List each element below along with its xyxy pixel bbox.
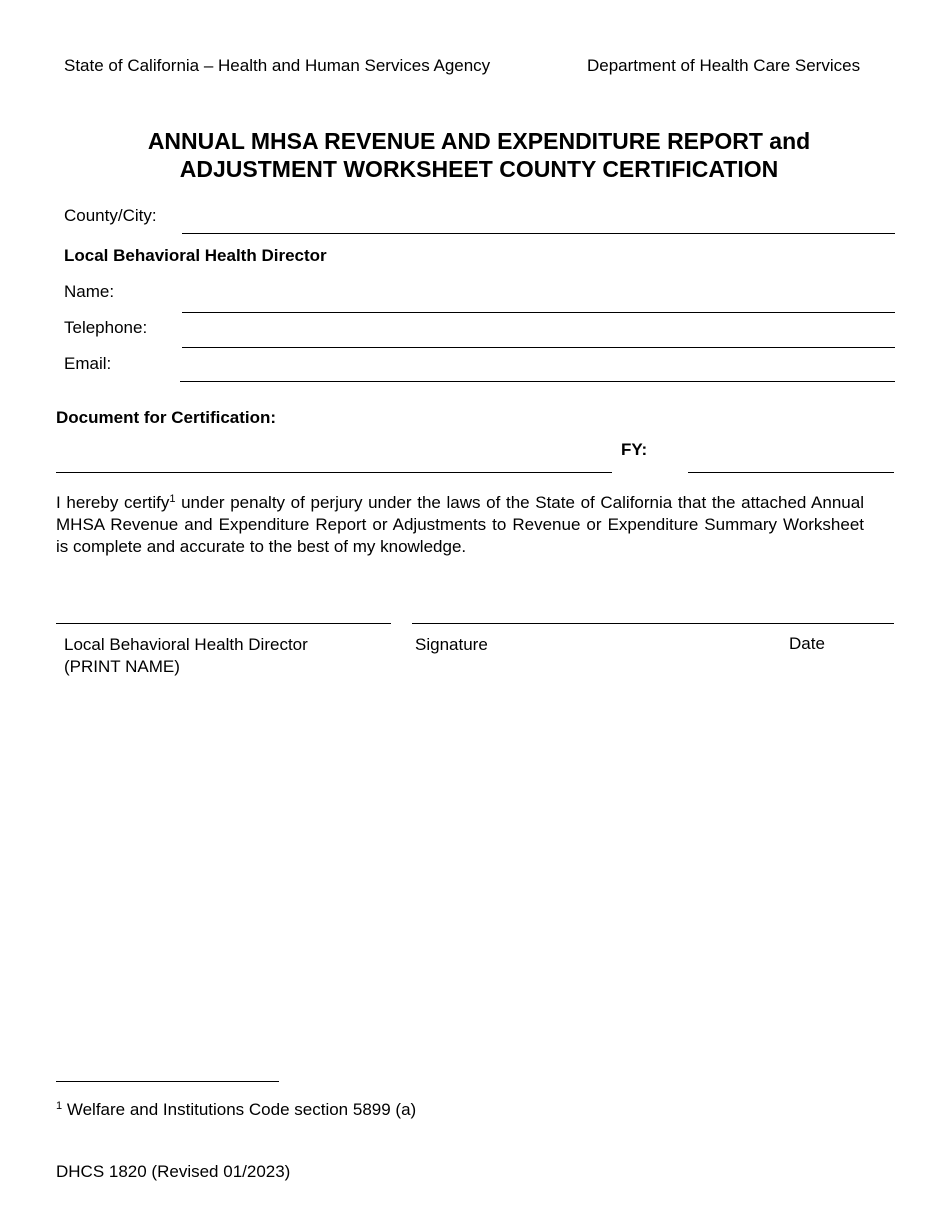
agency-header: State of California – Health and Human Services Agency: [64, 56, 491, 75]
fy-label: FY:: [621, 440, 648, 459]
certification-text-start: I hereby certify: [56, 493, 170, 512]
certification-statement: [56, 492, 864, 558]
document-heading: Document for Certification:: [56, 408, 277, 427]
signature-date-line: [412, 623, 894, 624]
email-label: Email:: [64, 354, 112, 373]
county-city-label: County/City:: [64, 206, 157, 225]
page-title: [0, 127, 950, 183]
form-id: DHCS 1820 (Revised 01/2023): [56, 1162, 291, 1181]
telephone-line: [182, 347, 895, 348]
footnote-text: Welfare and Institutions Code section 5899 (a): [62, 1100, 417, 1119]
name-line: [182, 312, 895, 313]
title-line-1: ANNUAL MHSA REVENUE AND EXPENDITURE REPORT and: [147, 128, 811, 154]
footnote: [56, 1100, 416, 1120]
footnote-number: 1: [56, 1100, 63, 1112]
telephone-label: Telephone:: [64, 318, 148, 337]
certification-text-end: under penalty of perjury under the laws of the State of California that the attached Annual MHSA Revenue and Expenditure Report or Adjustments to Revenue or Expenditure Summary Worksheet is complete and accurate to the best of my knowledge.: [56, 493, 864, 556]
footnote-separator: [56, 1081, 279, 1082]
date-caption: Date: [789, 634, 825, 653]
name-label: Name:: [64, 282, 115, 301]
print-name-caption-line-1: Local Behavioral Health Director: [64, 635, 308, 654]
email-line: [180, 381, 895, 382]
department-header: Department of Health Care Services: [587, 56, 861, 75]
print-name-line: [56, 623, 391, 624]
county-city-line: [182, 233, 895, 234]
print-name-caption-line-2: (PRINT NAME): [64, 657, 180, 676]
print-name-caption: [64, 634, 308, 678]
director-heading: Local Behavioral Health Director: [64, 246, 327, 265]
document-line: [56, 472, 612, 473]
footnote-reference: 1: [169, 493, 176, 505]
fy-line: [688, 472, 894, 473]
title-line-2: ADJUSTMENT WORKSHEET COUNTY CERTIFICATION: [179, 156, 779, 182]
signature-caption: Signature: [415, 635, 488, 654]
